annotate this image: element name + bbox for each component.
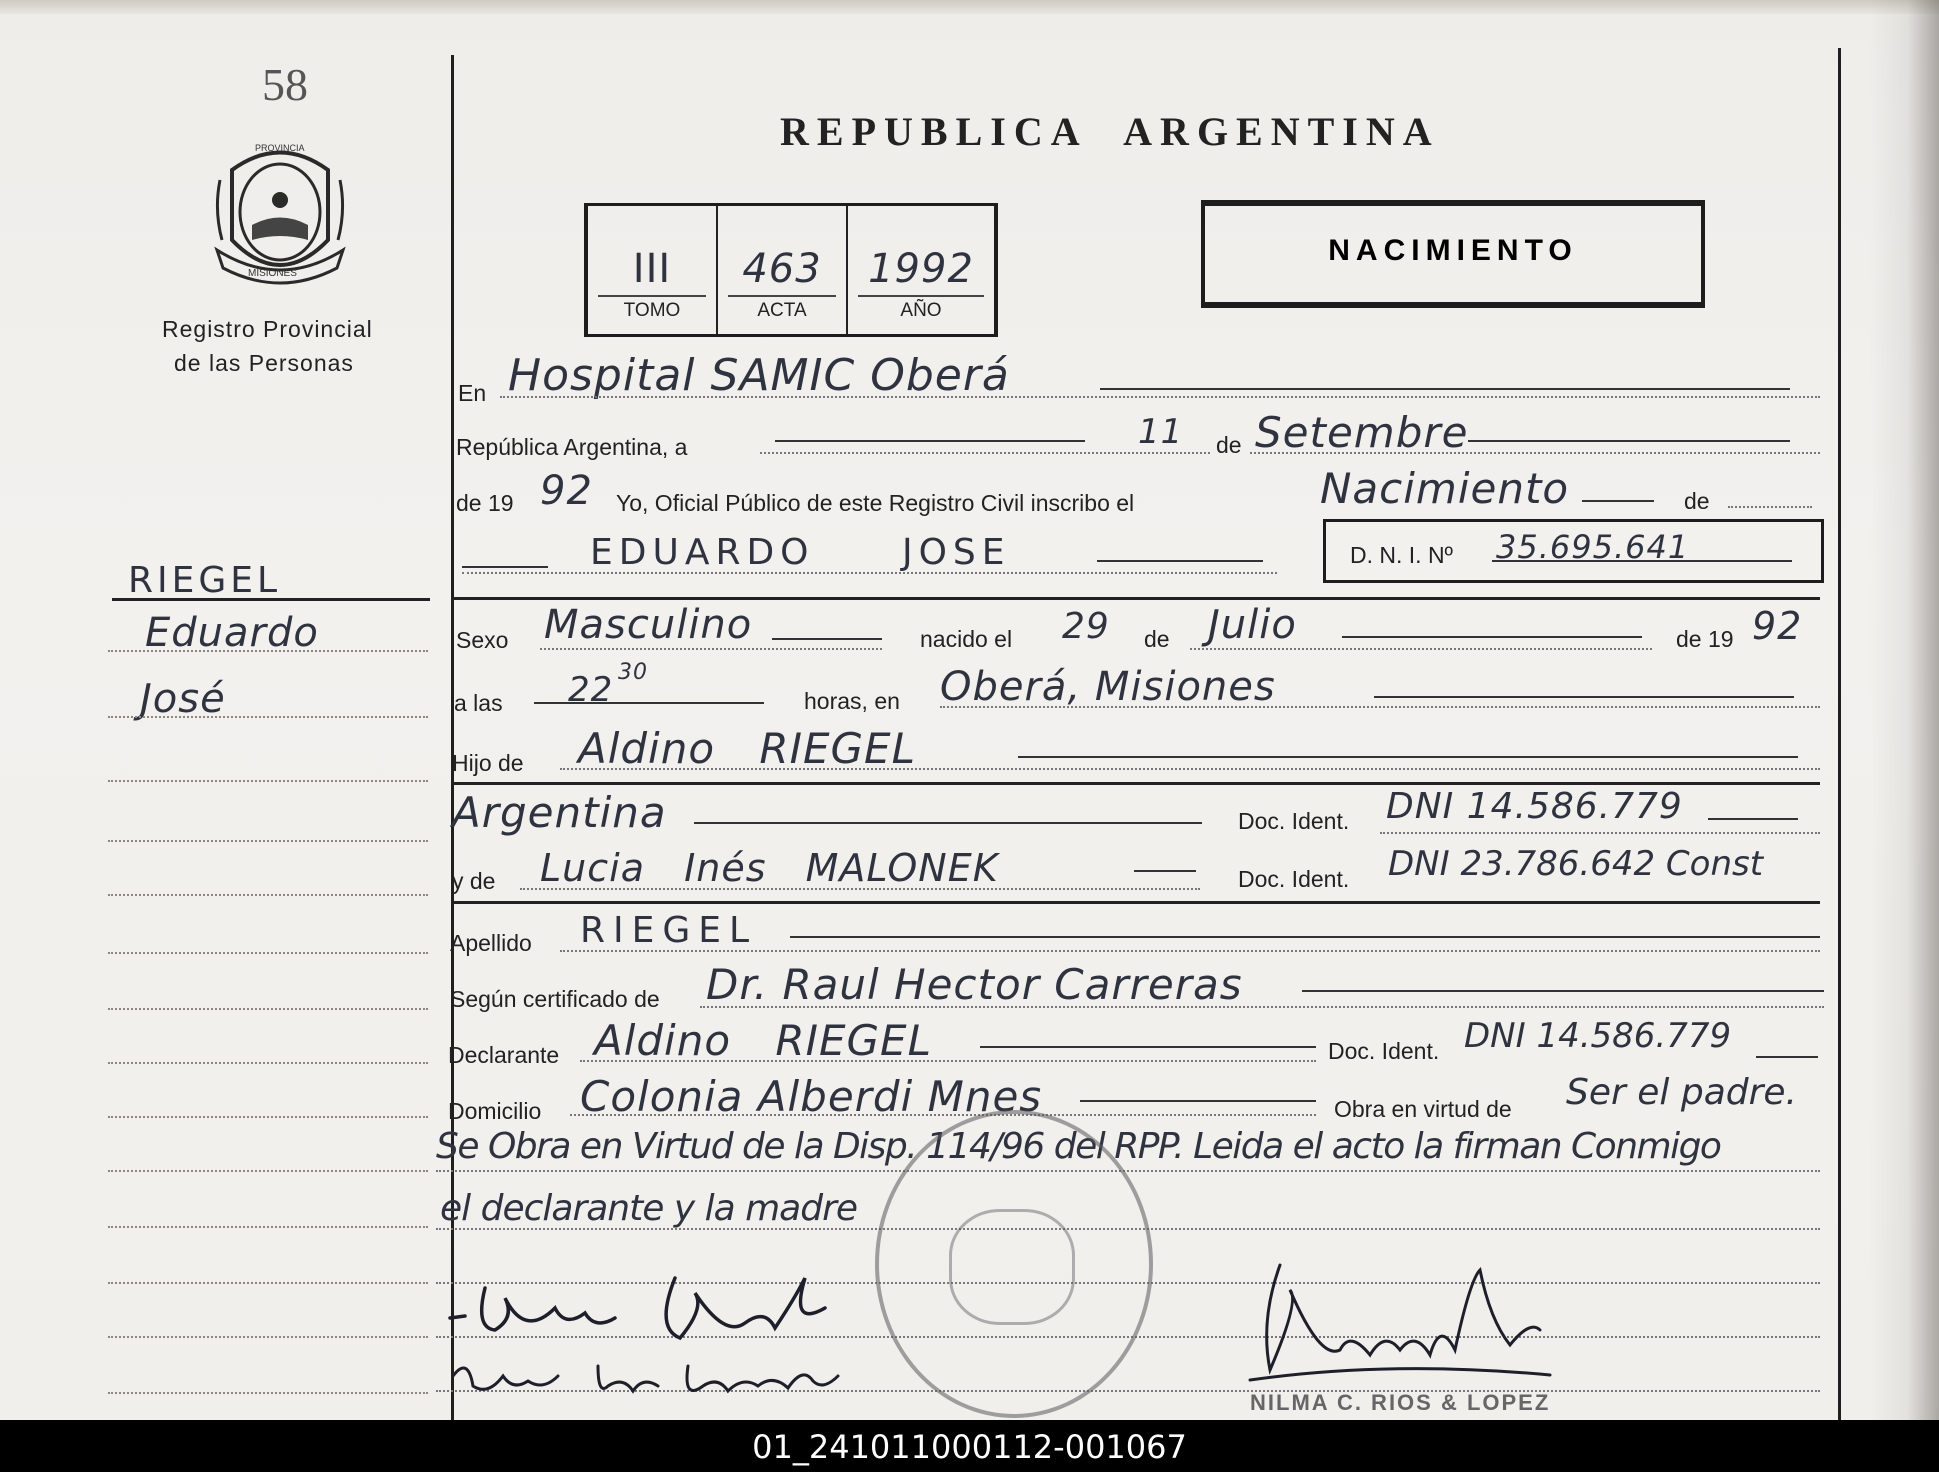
fill-line xyxy=(1250,452,1820,454)
registration-year-suffix: 92 xyxy=(540,468,593,514)
page-number: 58 xyxy=(262,59,308,110)
fill-line xyxy=(560,768,1820,770)
birth-minutes: 30 xyxy=(618,660,648,685)
tomo-value: III xyxy=(632,246,672,292)
fill-line xyxy=(1380,832,1820,834)
y-de-label: y de xyxy=(452,868,496,894)
father-document: DNI 14.586.779 xyxy=(1386,786,1683,827)
en-label: En xyxy=(458,380,487,406)
registry-name-line2: de las Personas xyxy=(174,350,354,376)
de-label-2: de xyxy=(1144,626,1170,652)
anio-label: AÑO xyxy=(900,300,942,321)
acta-cell xyxy=(718,206,848,334)
hijo-label: Hijo de xyxy=(452,750,524,776)
sidebar-line xyxy=(108,952,428,954)
fill-dash xyxy=(462,566,548,568)
registration-month: Setembre xyxy=(1255,408,1469,457)
fill-dash xyxy=(1708,818,1798,820)
birth-day: 29 xyxy=(1062,606,1110,647)
section-rule xyxy=(452,597,1820,600)
fill-dash xyxy=(694,822,1202,824)
fill-dash xyxy=(1100,388,1790,390)
annotation-line-2: el declarante y la madre xyxy=(440,1188,858,1229)
sidebar-line xyxy=(108,894,428,896)
sidebar-line xyxy=(108,780,428,782)
acta-label: ACTA xyxy=(757,300,807,321)
declarante-name: Aldino RIEGEL xyxy=(594,1016,932,1065)
fill-dash xyxy=(1134,870,1196,872)
segun-label: Según certificado de xyxy=(450,986,660,1012)
sexo-label: Sexo xyxy=(456,627,509,653)
dni-label: D. N. I. Nº xyxy=(1350,542,1453,568)
right-border xyxy=(1838,48,1841,1420)
domicilio-value: Colonia Alberdi Mnes xyxy=(580,1072,1043,1121)
nacido-label: nacido el xyxy=(920,626,1013,652)
sidebar-line xyxy=(108,1226,428,1228)
fill-dash xyxy=(1342,636,1642,638)
volume-record-box xyxy=(584,203,998,337)
horas-label: horas, en xyxy=(804,688,900,714)
fill-dash xyxy=(1492,560,1792,562)
birth-place: Oberá, Misiones xyxy=(940,664,1276,710)
sexo-value: Masculino xyxy=(544,602,753,648)
signature-mother-icon xyxy=(448,1346,848,1406)
fill-line xyxy=(1728,506,1812,508)
fill-dash xyxy=(775,440,1085,442)
signature-official-icon xyxy=(1240,1260,1560,1400)
sidebar-first-name: Eduardo xyxy=(145,610,319,656)
a-las-label: a las xyxy=(454,690,503,716)
domicilio-label: Domicilio xyxy=(448,1098,542,1124)
fill-line xyxy=(436,1170,1820,1172)
fill-line xyxy=(940,706,1820,708)
declarante-document: DNI 14.586.779 xyxy=(1464,1016,1732,1056)
registration-day: 11 xyxy=(1138,412,1184,452)
tomo-label: TOMO xyxy=(623,300,681,321)
anio-cell xyxy=(848,206,994,334)
fill-line xyxy=(560,950,1820,952)
fill-dash xyxy=(1468,440,1790,442)
fill-line xyxy=(540,648,882,650)
fill-line xyxy=(500,396,1820,398)
birth-facility: Hospital SAMIC Oberá xyxy=(508,350,1010,401)
fill-dash xyxy=(534,702,764,704)
fill-dash xyxy=(1097,560,1263,562)
sidebar-line xyxy=(108,1170,428,1172)
child-names: EDUARDO JOSE xyxy=(590,532,1011,573)
sidebar-second-name: José xyxy=(140,676,226,722)
birth-month: Julio xyxy=(1208,602,1297,648)
dni-box xyxy=(1323,519,1824,583)
mother-name: Lucia Inés MALONEK xyxy=(540,846,999,890)
fill-dash xyxy=(1756,1056,1818,1058)
fill-line xyxy=(1190,648,1652,650)
record-type: NACIMIENTO xyxy=(1328,234,1578,267)
fill-dash xyxy=(1018,756,1798,758)
official-printed-name: NILMA C. RIOS & LOPEZ xyxy=(1250,1390,1551,1415)
de-end-label: de xyxy=(1684,488,1710,514)
doc-ident-label-3: Doc. Ident. xyxy=(1328,1038,1440,1064)
section-rule xyxy=(452,901,1820,904)
registry-name-line1: Registro Provincial xyxy=(162,316,373,342)
section-rule xyxy=(452,782,1820,785)
event-type: Nacimiento xyxy=(1320,464,1570,513)
oficial-text: Yo, Oficial Público de este Registro Civil inscribo el xyxy=(616,490,1135,516)
father-name: Aldino RIEGEL xyxy=(578,724,916,773)
sidebar-line xyxy=(108,716,428,718)
fill-line xyxy=(462,572,1277,574)
footer-bar xyxy=(0,1420,1939,1472)
obra-label: Obra en virtud de xyxy=(1334,1096,1512,1122)
fill-dash xyxy=(1302,990,1824,992)
annotation-line-1: Se Obra en Virtud de la Disp. 114/96 del RPP. Leida el acto la firman Conmigo xyxy=(436,1126,1721,1167)
doc-ident-label: Doc. Ident. xyxy=(1238,808,1350,834)
declarante-label: Declarante xyxy=(448,1042,560,1068)
acta-value: 463 xyxy=(742,246,822,292)
seal-text-bottom: MISIONES xyxy=(248,268,297,279)
de19-label-2: de 19 xyxy=(1676,626,1734,652)
apellido-label: Apellido xyxy=(450,930,532,956)
de19-label: de 19 xyxy=(456,490,514,516)
obra-value: Ser el padre. xyxy=(1566,1072,1797,1113)
apellido-value: RIEGEL xyxy=(580,910,758,951)
sidebar-line xyxy=(108,1392,428,1394)
sidebar-line xyxy=(108,1062,428,1064)
country-title: REPUBLICA ARGENTINA xyxy=(780,109,1440,154)
sidebar-line xyxy=(108,1336,428,1338)
official-stamp xyxy=(875,1110,1153,1418)
anio-value: 1992 xyxy=(868,246,974,292)
fill-dash xyxy=(772,638,882,640)
republica-label: República Argentina, a xyxy=(456,434,688,460)
seal-text-top: PROVINCIA xyxy=(255,143,305,153)
fill-dash xyxy=(1374,696,1794,698)
father-nationality: Argentina xyxy=(452,788,667,837)
sidebar-line xyxy=(108,1282,428,1284)
fill-dash xyxy=(790,936,1820,938)
fill-line xyxy=(520,888,1200,890)
fill-line xyxy=(570,1114,1316,1116)
sidebar-line xyxy=(108,1008,428,1010)
fill-line xyxy=(700,1006,1824,1008)
tomo-cell xyxy=(588,206,718,334)
de-label: de xyxy=(1216,432,1242,458)
doc-ident-label-2: Doc. Ident. xyxy=(1238,866,1350,892)
fill-dash xyxy=(1080,1100,1316,1102)
fill-dash xyxy=(1582,500,1654,502)
sidebar-line xyxy=(108,650,428,652)
stamp-emblem xyxy=(949,1209,1075,1325)
certificate-by: Dr. Raul Hector Carreras xyxy=(706,960,1243,1009)
fill-line xyxy=(760,452,1210,454)
birth-hour: 22 xyxy=(568,670,614,710)
birth-year-suffix: 92 xyxy=(1752,604,1803,648)
mother-document: DNI 23.786.642 Const xyxy=(1388,844,1764,884)
fill-dash xyxy=(980,1046,1316,1048)
sidebar-line xyxy=(108,1116,428,1118)
sidebar-line xyxy=(108,840,428,842)
fill-line xyxy=(580,1060,1316,1062)
sidebar-surname: RIEGEL xyxy=(128,560,282,601)
dni-number: 35.695.641 xyxy=(1496,528,1690,566)
document-id: 01_241011000112-001067 xyxy=(752,1428,1187,1466)
record-type-box xyxy=(1201,200,1705,308)
signature-father-icon xyxy=(445,1268,845,1348)
